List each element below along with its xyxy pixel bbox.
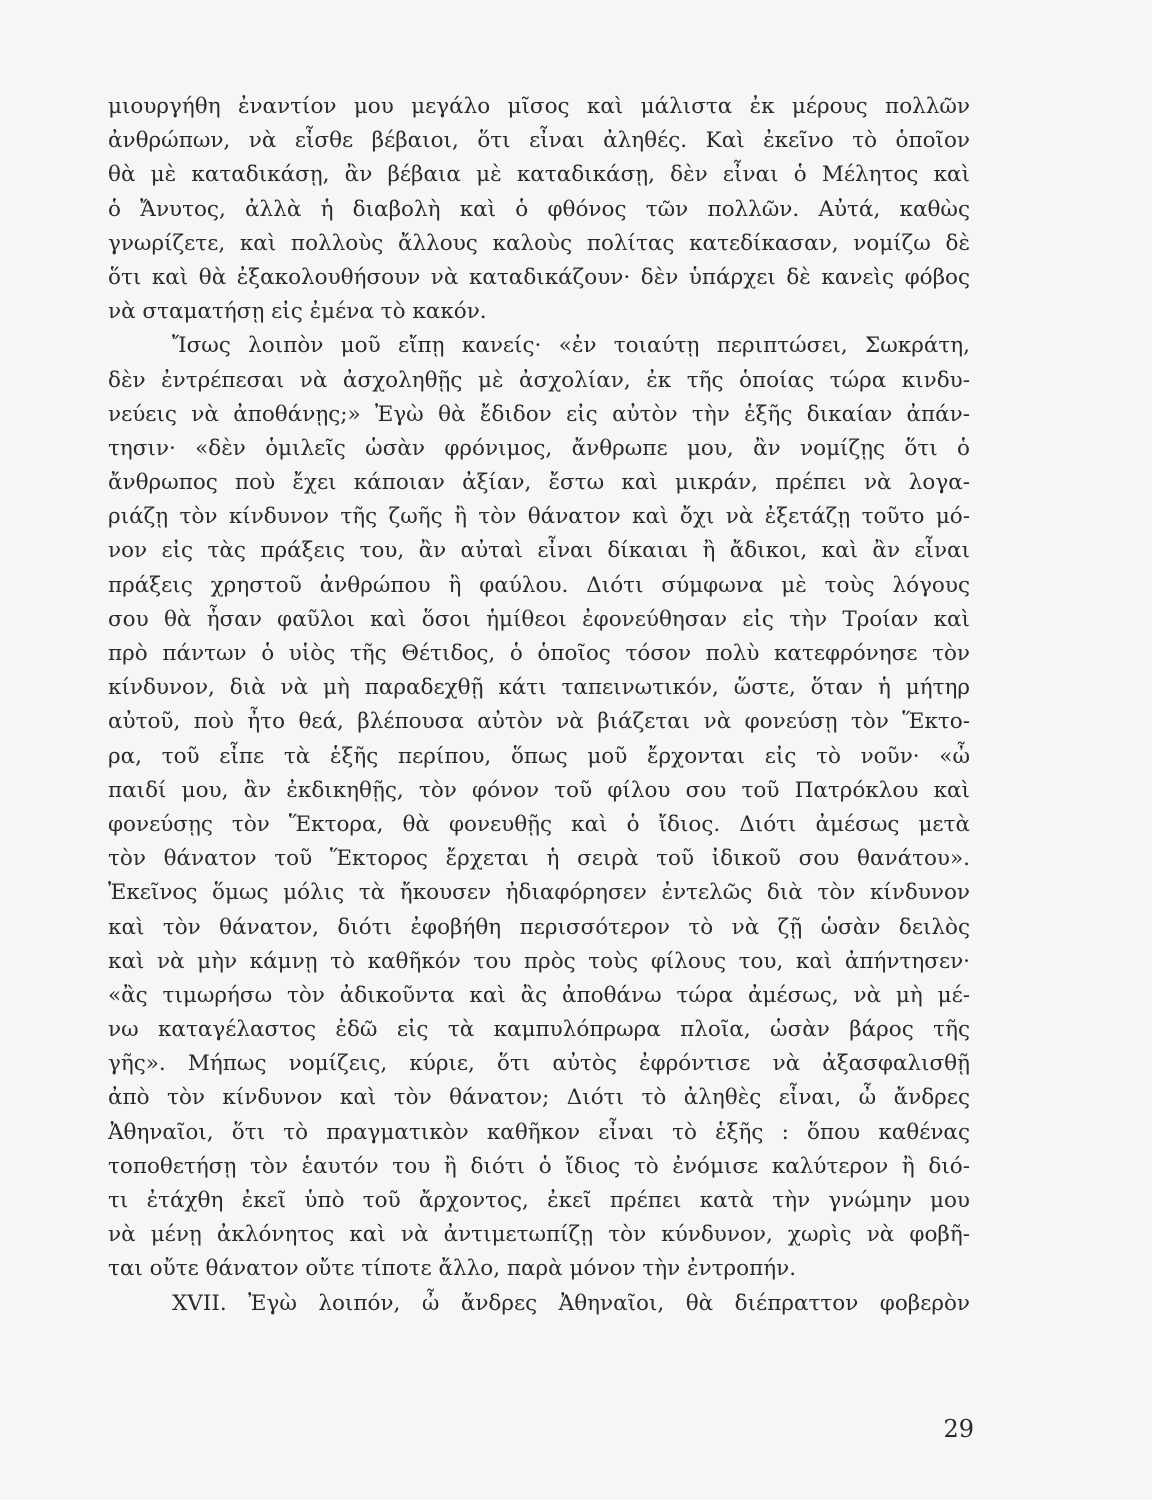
text-line: νεύεις νὰ ἀποθάνῃς;» Ἐγὼ θὰ ἔδιδον εἰς αὐτὸν τὴν ἑξῆς δικαίαν ἀπάν- [108,401,970,427]
text-line: γνωρίζετε, καὶ πολλοὺς ἄλλους καλοὺς πολίτας κατεδίκασαν, νομίζω δὲ [108,230,970,256]
text-line: σου θὰ ἦσαν φαῦλοι καὶ ὅσοι ἡμίθεοι ἐφονεύθησαν εἰς τὴν Τροίαν καὶ [108,606,970,632]
text-line: «ἂς τιμωρήσω τὸν ἀδικοῦντα καὶ ἂς ἀποθάνω τώρα ἀμέσως, νὰ μὴ μέ- [108,982,970,1008]
text-line: νον εἰς τὰς πράξεις του, ἂν αὐταὶ εἶναι δίκαιαι ἢ ἄδικοι, καὶ ἂν εἶναι [108,538,970,564]
text-line: παιδί μου, ἂν ἐκδικηθῇς, τὸν φόνον τοῦ φίλου σου τοῦ Πατρόκλου καὶ [108,777,970,803]
text-line: Ἴσως λοιπὸν μοῦ εἴπῃ κανείς· «ἐν τοιαύτῃ περιπτώσει, Σωκράτη, [172,333,970,359]
text-line: γῆς». Μήπως νομίζεις, κύριε, ὅτι αὐτὸς ἐφρόντισε νὰ ἀξασφαλισθῇ [108,1051,970,1077]
text-line: ἀπὸ τὸν κίνδυνον καὶ τὸν θάνατον; Διότι τὸ ἀληθὲς εἶναι, ὦ ἄνδρες [108,1085,970,1111]
text-line: καὶ τὸν θάνατον, διότι ἐφοβήθη περισσότερον τὸ νὰ ζῇ ὡσὰν δειλὸς [108,914,970,940]
text-line: ἄνθρωπος ποὺ ἔχει κάποιαν ἀξίαν, ἔστω καὶ μικράν, πρέπει νὰ λογα- [108,470,970,496]
text-line: αὐτοῦ, ποὺ ἦτο θεά, βλέπουσα αὐτὸν νὰ βιάζεται νὰ φονεύσῃ τὸν Ἕκτο- [108,709,970,735]
text-line: τι ἐτάχθη ἐκεῖ ὑπὸ τοῦ ἄρχοντος, ἐκεῖ πρέπει κατὰ τὴν γνώμην μου [108,1188,970,1213]
text-line: τὸν θάνατον τοῦ Ἕκτορος ἔρχεται ἡ σειρὰ τοῦ ἰδικοῦ σου θανάτου». [108,846,970,872]
text-line: θὰ μὲ καταδικάσῃ, ἂν βέβαια μὲ καταδικάσῃ, δὲν εἶναι ὁ Μέλητος καὶ [108,162,970,188]
body-text [108,90,970,1321]
text-line: νω καταγέλαστος ἐδῶ εἰς τὰ καμπυλόπρωρα πλοῖα, ὡσὰν βάρος τῆς [108,1017,970,1043]
text-line: ρα, τοῦ εἶπε τὰ ἑξῆς περίπου, ὅπως μοῦ ἔρχονται εἰς τὸ νοῦν· «ὦ [108,743,970,769]
text-line: ται οὔτε θάνατον οὔτε τίποτε ἄλλο, παρὰ μόνον τὴν ἐντροπήν. [108,1256,797,1282]
text-line: Ἀθηναῖοι, ὅτι τὸ πραγματικὸν καθῆκον εἶναι τὸ ἑξῆς : ὅπου καθένας [108,1119,970,1145]
text-line: ἀνθρώπων, νὰ εἶσθε βέβαιοι, ὅτι εἶναι ἀληθές. Καὶ ἐκεῖνο τὸ ὁποῖον [108,128,970,154]
text-line: XVII. Ἐγὼ λοιπόν, ὦ ἄνδρες Ἀθηναῖοι, θὰ διέπραττον φοβερὸν [172,1290,970,1316]
text-line: μιουργήθη ἐναντίον μου μεγάλο μῖσος καὶ μάλιστα ἐκ μέρους πολλῶν [108,94,970,119]
text-line: ὁ Ἄνυτος, ἀλλὰ ἡ διαβολὴ καὶ ὁ φθόνος τῶν πολλῶν. Αὐτά, καθὼς [108,196,970,222]
text-line: ὅτι καὶ θὰ ἐξακολουθήσουν νὰ καταδικάζουν· δὲν ὑπάρχει δὲ κανεὶς φόβος [108,264,970,290]
text-line: φονεύσῃς τὸν Ἕκτορα, θὰ φονευθῇς καὶ ὁ ἴδιος. Διότι ἀμέσως μετὰ [108,811,970,837]
text-line: νὰ μένῃ ἀκλόνητος καὶ νὰ ἀντιμετωπίζῃ τὸν κύνδυνον, χωρὶς νὰ φοβῆ- [108,1222,970,1248]
text-line: τοποθετήσῃ τὸν ἑαυτόν του ἢ διότι ὁ ἴδιος τὸ ἐνόμισε καλύτερον ἢ διό- [108,1153,970,1179]
text-line: Ἐκεῖνος ὅμως μόλις τὰ ἤκουσεν ἠδιαφόρησεν ἐντελῶς διὰ τὸν κίνδυνον [108,880,970,906]
text-line: πράξεις χρηστοῦ ἀνθρώπου ἢ φαύλου. Διότι σύμφωνα μὲ τοὺς λόγους [108,572,970,598]
text-line: κίνδυνον, διὰ νὰ μὴ παραδεχθῇ κάτι ταπεινωτικόν, ὥστε, ὅταν ἡ μήτηρ [108,675,970,701]
text-line: νὰ σταματήσῃ εἰς ἐμένα τὸ κακόν. [108,299,487,325]
text-line: τησιν· «δὲν ὁμιλεῖς ὡσὰν φρόνιμος, ἄνθρωπε μου, ἂν νομίζῃς ὅτι ὁ [108,435,970,461]
text-line: καὶ νὰ μὴν κάμνῃ τὸ καθῆκόν του πρὸς τοὺς φίλους του, καὶ ἀπήντησεν· [108,948,970,974]
text-line: ριάζῃ τὸν κίνδυνον τῆς ζωῆς ἢ τὸν θάνατον καὶ ὄχι νὰ ἐξετάζῃ τοῦτο μό- [108,504,970,530]
text-line: δὲν ἐντρέπεσαι νὰ ἀσχοληθῇς μὲ ἀσχολίαν, ἐκ τῆς ὁποίας τώρα κινδυ- [108,367,970,393]
page-number: 29 [943,1415,974,1443]
text-line: πρὸ πάντων ὁ υἱὸς τῆς Θέτιδος, ὁ ὁποῖος τόσον πολὺ κατεφρόνησε τὸν [108,641,970,666]
